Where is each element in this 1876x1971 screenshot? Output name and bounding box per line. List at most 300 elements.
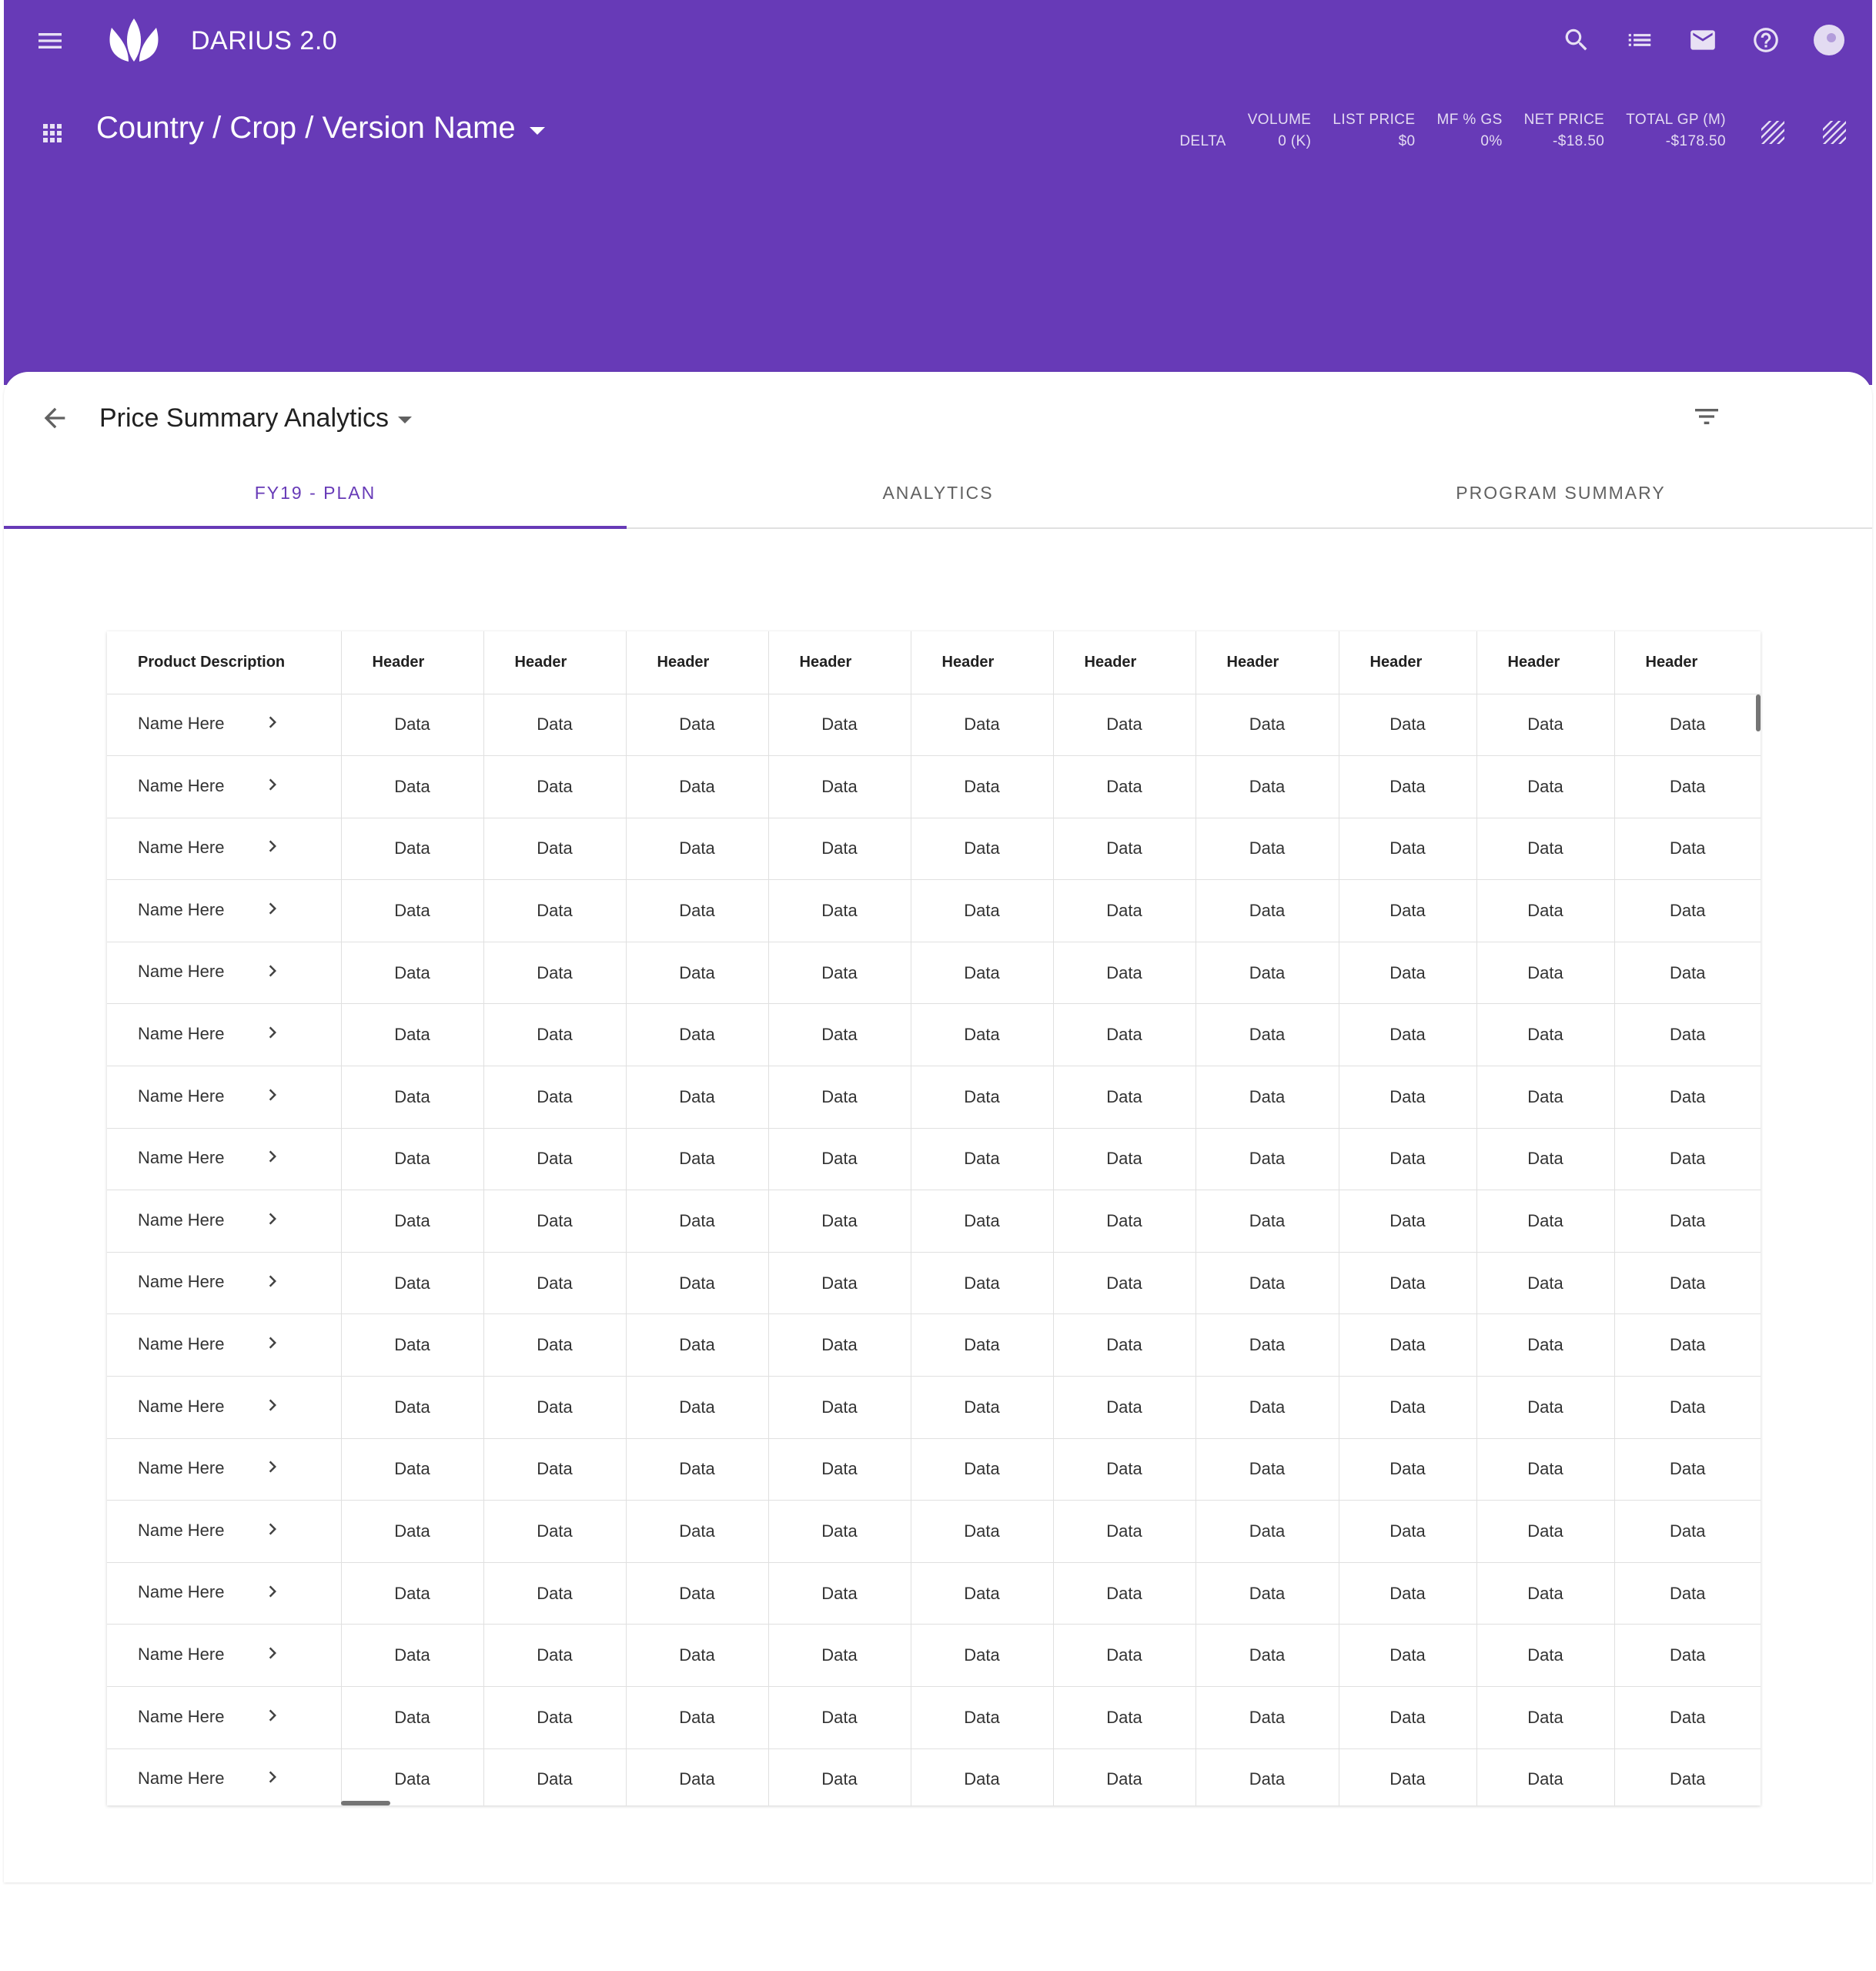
data-cell: Data bbox=[626, 1625, 768, 1687]
data-cell: Data bbox=[911, 818, 1053, 880]
data-cell: Data bbox=[341, 1748, 483, 1805]
table-row[interactable] bbox=[107, 1562, 1761, 1625]
chevron-right-icon[interactable] bbox=[261, 1083, 284, 1111]
data-cell: Data bbox=[626, 942, 768, 1004]
data-cell: Data bbox=[1614, 1438, 1761, 1501]
metric-value: -$178.50 bbox=[1665, 133, 1726, 149]
product-name: Name Here bbox=[138, 1334, 225, 1354]
data-cell: Data bbox=[1053, 1748, 1195, 1805]
data-cell: Data bbox=[768, 756, 911, 818]
context-bar bbox=[4, 100, 1872, 162]
data-cell: Data bbox=[1053, 818, 1195, 880]
data-cell: Data bbox=[341, 1687, 483, 1749]
search-icon[interactable] bbox=[1560, 23, 1593, 57]
vertical-scrollbar[interactable] bbox=[1756, 694, 1761, 731]
data-cell: Data bbox=[1476, 880, 1614, 942]
product-cell bbox=[107, 1066, 341, 1129]
data-cell: Data bbox=[1476, 1377, 1614, 1439]
data-cell: Data bbox=[1339, 1625, 1476, 1687]
app-frame bbox=[4, 0, 1872, 1882]
tab-fy19-plan[interactable]: FY19 - PLAN bbox=[4, 457, 627, 527]
data-cell: Data bbox=[1195, 1314, 1339, 1377]
table-row[interactable] bbox=[107, 1314, 1761, 1377]
data-cell: Data bbox=[911, 1501, 1053, 1563]
data-cell: Data bbox=[341, 1562, 483, 1625]
chevron-right-icon[interactable] bbox=[261, 897, 284, 925]
chevron-right-icon[interactable] bbox=[261, 1765, 284, 1793]
data-cell: Data bbox=[1614, 694, 1761, 756]
avatar-icon[interactable] bbox=[1812, 23, 1846, 57]
tab-analytics[interactable]: ANALYTICS bbox=[882, 483, 994, 503]
table-row[interactable] bbox=[107, 1128, 1761, 1190]
table-row[interactable] bbox=[107, 1687, 1761, 1749]
tab-program-summary[interactable]: PROGRAM SUMMARY bbox=[1456, 483, 1666, 503]
data-cell: Data bbox=[1614, 818, 1761, 880]
metric-label: MF % GS bbox=[1436, 112, 1503, 128]
data-cell: Data bbox=[341, 1314, 483, 1377]
data-cell: Data bbox=[1053, 1128, 1195, 1190]
data-cell: Data bbox=[626, 818, 768, 880]
product-name: Name Here bbox=[138, 1148, 225, 1168]
data-cell: Data bbox=[911, 1687, 1053, 1749]
data-cell: Data bbox=[1476, 1190, 1614, 1253]
data-cell: Data bbox=[1339, 1252, 1476, 1314]
data-cell: Data bbox=[1339, 1377, 1476, 1439]
metric-net-price bbox=[1524, 109, 1605, 152]
caret-down-icon bbox=[398, 417, 412, 423]
product-cell bbox=[107, 1190, 341, 1253]
data-cell: Data bbox=[341, 1438, 483, 1501]
data-cell: Data bbox=[911, 1128, 1053, 1190]
data-cell: Data bbox=[1614, 942, 1761, 1004]
data-cell: Data bbox=[483, 1066, 626, 1129]
chevron-right-icon[interactable] bbox=[261, 835, 284, 862]
app-title: DARIUS 2.0 bbox=[191, 26, 338, 55]
data-cell: Data bbox=[1476, 1625, 1614, 1687]
data-cell: Data bbox=[768, 1314, 911, 1377]
data-cell: Data bbox=[911, 1066, 1053, 1129]
data-cell: Data bbox=[483, 1438, 626, 1501]
table-row[interactable] bbox=[107, 1377, 1761, 1439]
arrow-back-icon[interactable] bbox=[39, 403, 70, 433]
data-cell: Data bbox=[768, 1748, 911, 1805]
column-header[interactable]: Header bbox=[1614, 631, 1761, 694]
list-icon[interactable] bbox=[1623, 23, 1657, 57]
data-cell: Data bbox=[1614, 1190, 1761, 1253]
chevron-right-icon[interactable] bbox=[261, 1207, 284, 1235]
chevron-right-icon[interactable] bbox=[261, 1518, 284, 1545]
product-name: Name Here bbox=[138, 899, 225, 919]
data-cell: Data bbox=[1339, 880, 1476, 942]
data-cell: Data bbox=[1053, 1190, 1195, 1253]
data-cell: Data bbox=[1339, 1438, 1476, 1501]
data-cell: Data bbox=[341, 1252, 483, 1314]
data-cell: Data bbox=[1195, 1687, 1339, 1749]
data-cell: Data bbox=[1476, 1438, 1614, 1501]
chevron-right-icon[interactable] bbox=[261, 711, 284, 738]
data-cell: Data bbox=[1195, 756, 1339, 818]
data-cell: Data bbox=[483, 1562, 626, 1625]
data-cell: Data bbox=[341, 880, 483, 942]
column-header[interactable]: Header bbox=[1476, 631, 1614, 694]
data-cell: Data bbox=[1476, 1687, 1614, 1749]
data-cell: Data bbox=[1476, 756, 1614, 818]
data-cell: Data bbox=[483, 694, 626, 756]
product-cell bbox=[107, 1748, 341, 1805]
data-cell: Data bbox=[626, 880, 768, 942]
table-row[interactable] bbox=[107, 1625, 1761, 1687]
product-cell bbox=[107, 1438, 341, 1501]
data-cell: Data bbox=[768, 1190, 911, 1253]
product-name: Name Here bbox=[138, 1645, 225, 1665]
data-cell: Data bbox=[1195, 1562, 1339, 1625]
data-cell: Data bbox=[911, 1438, 1053, 1501]
product-name: Name Here bbox=[138, 1706, 225, 1726]
data-cell: Data bbox=[1339, 756, 1476, 818]
chevron-right-icon[interactable] bbox=[261, 959, 284, 987]
data-cell: Data bbox=[1476, 1562, 1614, 1625]
delta-metrics bbox=[1179, 109, 1726, 152]
data-cell: Data bbox=[1195, 1004, 1339, 1066]
data-cell: Data bbox=[1614, 1562, 1761, 1625]
horizontal-scrollbar[interactable] bbox=[341, 1801, 390, 1805]
data-table bbox=[107, 631, 1761, 1805]
data-cell: Data bbox=[768, 942, 911, 1004]
column-header[interactable]: Header bbox=[1339, 631, 1476, 694]
data-cell: Data bbox=[1053, 1687, 1195, 1749]
column-header[interactable]: Header bbox=[483, 631, 626, 694]
help-icon[interactable] bbox=[1749, 23, 1783, 57]
data-cell: Data bbox=[1195, 1748, 1339, 1805]
product-name: Name Here bbox=[138, 1086, 225, 1106]
data-cell: Data bbox=[1476, 818, 1614, 880]
data-cell: Data bbox=[1195, 1438, 1339, 1501]
data-cell: Data bbox=[1339, 1501, 1476, 1563]
data-cell: Data bbox=[626, 1128, 768, 1190]
chevron-right-icon[interactable] bbox=[261, 1641, 284, 1669]
data-cell: Data bbox=[768, 818, 911, 880]
page-title-selector[interactable] bbox=[99, 403, 412, 433]
data-cell: Data bbox=[1195, 818, 1339, 880]
table-row[interactable] bbox=[107, 1748, 1761, 1805]
data-cell: Data bbox=[1476, 1066, 1614, 1129]
data-cell: Data bbox=[1053, 1004, 1195, 1066]
metric-label: TOTAL GP (M) bbox=[1626, 112, 1726, 128]
data-cell: Data bbox=[1614, 1501, 1761, 1563]
data-cell: Data bbox=[483, 756, 626, 818]
data-cell: Data bbox=[626, 1377, 768, 1439]
data-cell: Data bbox=[1476, 1128, 1614, 1190]
column-header[interactable]: Header bbox=[341, 631, 483, 694]
caret-down-icon bbox=[530, 127, 545, 135]
data-cell: Data bbox=[1053, 1066, 1195, 1129]
product-cell bbox=[107, 1314, 341, 1377]
data-cell: Data bbox=[768, 1687, 911, 1749]
hatch-icon[interactable] bbox=[1757, 117, 1788, 148]
data-cell: Data bbox=[1614, 1252, 1761, 1314]
data-cell: Data bbox=[1053, 1377, 1195, 1439]
table-row[interactable] bbox=[107, 942, 1761, 1004]
product-cell bbox=[107, 1687, 341, 1749]
product-cell bbox=[107, 818, 341, 880]
metric-total-gp bbox=[1626, 109, 1726, 152]
breadcrumb: Country / Crop / Version Name bbox=[96, 111, 516, 145]
data-cell: Data bbox=[1053, 694, 1195, 756]
product-name: Name Here bbox=[138, 838, 225, 858]
data-cell: Data bbox=[911, 1004, 1053, 1066]
data-cell: Data bbox=[1339, 694, 1476, 756]
data-cell: Data bbox=[1339, 1687, 1476, 1749]
tab-bar bbox=[4, 457, 1872, 529]
chevron-right-icon[interactable] bbox=[261, 1580, 284, 1608]
column-header[interactable]: Header bbox=[768, 631, 911, 694]
data-cell: Data bbox=[768, 1438, 911, 1501]
data-cell: Data bbox=[1614, 1066, 1761, 1129]
data-cell: Data bbox=[1476, 1501, 1614, 1563]
product-cell bbox=[107, 756, 341, 818]
product-name: Name Here bbox=[138, 1396, 225, 1416]
table-header-row bbox=[107, 631, 1761, 694]
data-cell: Data bbox=[626, 1748, 768, 1805]
chevron-right-icon[interactable] bbox=[261, 1145, 284, 1173]
product-name: Name Here bbox=[138, 1210, 225, 1230]
metric-label: NET PRICE bbox=[1523, 112, 1605, 128]
data-cell: Data bbox=[1476, 1748, 1614, 1805]
delta-label: DELTA bbox=[1179, 133, 1226, 149]
data-cell: Data bbox=[483, 1748, 626, 1805]
data-cell: Data bbox=[483, 880, 626, 942]
metric-value: 0 (K) bbox=[1278, 133, 1312, 149]
data-cell: Data bbox=[341, 818, 483, 880]
data-cell: Data bbox=[1614, 1377, 1761, 1439]
data-cell: Data bbox=[1053, 942, 1195, 1004]
data-cell: Data bbox=[341, 1066, 483, 1129]
data-cell: Data bbox=[1053, 1501, 1195, 1563]
data-cell: Data bbox=[626, 1438, 768, 1501]
column-header[interactable]: Header bbox=[1195, 631, 1339, 694]
data-cell: Data bbox=[1339, 818, 1476, 880]
chevron-right-icon[interactable] bbox=[261, 773, 284, 801]
product-cell bbox=[107, 880, 341, 942]
product-name: Name Here bbox=[138, 1272, 225, 1292]
data-cell: Data bbox=[1195, 1066, 1339, 1129]
data-cell: Data bbox=[1476, 1314, 1614, 1377]
data-cell: Data bbox=[911, 1190, 1053, 1253]
data-cell: Data bbox=[1195, 1625, 1339, 1687]
data-cell: Data bbox=[483, 1625, 626, 1687]
column-header[interactable]: Product Description bbox=[107, 631, 341, 694]
metric-value: -$18.50 bbox=[1553, 133, 1605, 149]
data-cell: Data bbox=[768, 880, 911, 942]
data-cell: Data bbox=[1339, 1190, 1476, 1253]
table-row[interactable] bbox=[107, 1004, 1761, 1066]
hatch-icon[interactable] bbox=[1819, 117, 1850, 148]
chevron-right-icon[interactable] bbox=[261, 1394, 284, 1421]
metric-mf-gs bbox=[1437, 109, 1503, 152]
version-selector[interactable] bbox=[96, 111, 545, 146]
data-cell: Data bbox=[1053, 1625, 1195, 1687]
card-header bbox=[4, 372, 1872, 457]
product-name: Name Here bbox=[138, 1024, 225, 1044]
table-row[interactable] bbox=[107, 1438, 1761, 1501]
chevron-right-icon[interactable] bbox=[261, 1021, 284, 1049]
data-cell: Data bbox=[1053, 1252, 1195, 1314]
data-cell: Data bbox=[911, 1314, 1053, 1377]
data-cell: Data bbox=[1195, 1128, 1339, 1190]
metric-label: LIST PRICE bbox=[1333, 112, 1416, 128]
data-cell: Data bbox=[768, 1004, 911, 1066]
data-cell: Data bbox=[626, 1687, 768, 1749]
data-cell: Data bbox=[768, 1252, 911, 1314]
apps-grid-icon[interactable] bbox=[38, 119, 66, 147]
top-actions bbox=[1560, 23, 1846, 57]
product-name: Name Here bbox=[138, 1582, 225, 1602]
data-cell: Data bbox=[1614, 1748, 1761, 1805]
data-cell: Data bbox=[1476, 942, 1614, 1004]
data-cell: Data bbox=[911, 1377, 1053, 1439]
data-cell: Data bbox=[1614, 1004, 1761, 1066]
data-cell: Data bbox=[768, 1625, 911, 1687]
data-cell: Data bbox=[1053, 1314, 1195, 1377]
data-cell: Data bbox=[626, 1004, 768, 1066]
data-cell: Data bbox=[1339, 1066, 1476, 1129]
data-cell: Data bbox=[911, 1562, 1053, 1625]
data-cell: Data bbox=[483, 1501, 626, 1563]
data-cell: Data bbox=[1339, 942, 1476, 1004]
product-name: Name Here bbox=[138, 962, 225, 982]
top-bar bbox=[4, 0, 1872, 85]
data-cell: Data bbox=[341, 942, 483, 1004]
table-row[interactable] bbox=[107, 694, 1761, 756]
data-cell: Data bbox=[1614, 1128, 1761, 1190]
data-cell: Data bbox=[911, 1252, 1053, 1314]
data-cell: Data bbox=[1053, 1438, 1195, 1501]
data-cell: Data bbox=[768, 1128, 911, 1190]
chevron-right-icon[interactable] bbox=[261, 1704, 284, 1732]
product-name: Name Here bbox=[138, 1520, 225, 1540]
product-cell bbox=[107, 1128, 341, 1190]
chevron-right-icon[interactable] bbox=[261, 1331, 284, 1359]
data-cell: Data bbox=[1476, 1252, 1614, 1314]
data-cell: Data bbox=[483, 1128, 626, 1190]
column-header[interactable]: Header bbox=[1053, 631, 1195, 694]
data-cell: Data bbox=[341, 1128, 483, 1190]
data-cell: Data bbox=[768, 1066, 911, 1129]
table-row[interactable] bbox=[107, 1190, 1761, 1253]
filter-icon[interactable] bbox=[1691, 401, 1722, 432]
product-cell bbox=[107, 1252, 341, 1314]
data-cell: Data bbox=[911, 880, 1053, 942]
column-header[interactable]: Header bbox=[911, 631, 1053, 694]
data-cell: Data bbox=[768, 694, 911, 756]
data-cell: Data bbox=[341, 694, 483, 756]
data-cell: Data bbox=[768, 1562, 911, 1625]
data-cell: Data bbox=[483, 1314, 626, 1377]
content-card bbox=[4, 372, 1872, 1882]
product-cell bbox=[107, 1501, 341, 1563]
data-cell: Data bbox=[483, 1004, 626, 1066]
data-cell: Data bbox=[1339, 1748, 1476, 1805]
data-cell: Data bbox=[626, 694, 768, 756]
table-row[interactable] bbox=[107, 756, 1761, 818]
product-name: Name Here bbox=[138, 714, 225, 734]
data-cell: Data bbox=[1053, 756, 1195, 818]
data-cell: Data bbox=[1195, 1252, 1339, 1314]
data-cell: Data bbox=[483, 1190, 626, 1253]
product-name: Name Here bbox=[138, 1769, 225, 1789]
table-row[interactable] bbox=[107, 1501, 1761, 1563]
data-cell: Data bbox=[341, 1625, 483, 1687]
data-cell: Data bbox=[911, 756, 1053, 818]
data-cell: Data bbox=[626, 1190, 768, 1253]
table-row[interactable] bbox=[107, 1066, 1761, 1129]
product-cell bbox=[107, 694, 341, 756]
product-cell bbox=[107, 1562, 341, 1625]
column-header[interactable]: Header bbox=[626, 631, 768, 694]
table-row[interactable] bbox=[107, 880, 1761, 942]
data-cell: Data bbox=[1614, 880, 1761, 942]
data-cell: Data bbox=[1614, 1314, 1761, 1377]
data-cell: Data bbox=[483, 1687, 626, 1749]
data-cell: Data bbox=[768, 1501, 911, 1563]
data-cell: Data bbox=[341, 1004, 483, 1066]
data-cell: Data bbox=[911, 942, 1053, 1004]
product-cell bbox=[107, 1377, 341, 1439]
page-title: Price Summary Analytics bbox=[99, 403, 389, 433]
data-cell: Data bbox=[1339, 1562, 1476, 1625]
chevron-right-icon[interactable] bbox=[261, 1270, 284, 1297]
data-cell: Data bbox=[341, 1377, 483, 1439]
data-cell: Data bbox=[1053, 1562, 1195, 1625]
data-cell: Data bbox=[1614, 1625, 1761, 1687]
product-name: Name Here bbox=[138, 775, 225, 795]
data-cell: Data bbox=[1195, 1377, 1339, 1439]
metric-volume bbox=[1248, 109, 1312, 152]
data-cell: Data bbox=[911, 1625, 1053, 1687]
chevron-right-icon[interactable] bbox=[261, 1455, 284, 1483]
metric-list-price bbox=[1333, 109, 1415, 152]
data-cell: Data bbox=[1195, 942, 1339, 1004]
data-cell: Data bbox=[911, 694, 1053, 756]
data-cell: Data bbox=[341, 1190, 483, 1253]
data-cell: Data bbox=[341, 756, 483, 818]
data-cell: Data bbox=[483, 1377, 626, 1439]
data-cell: Data bbox=[626, 1252, 768, 1314]
data-cell: Data bbox=[626, 1501, 768, 1563]
data-cell: Data bbox=[1476, 694, 1614, 756]
data-cell: Data bbox=[626, 1562, 768, 1625]
metric-label: VOLUME bbox=[1247, 112, 1312, 128]
data-cell: Data bbox=[1195, 1501, 1339, 1563]
data-cell: Data bbox=[483, 942, 626, 1004]
data-cell: Data bbox=[1339, 1004, 1476, 1066]
data-cell: Data bbox=[483, 818, 626, 880]
mail-icon[interactable] bbox=[1686, 23, 1720, 57]
table-row[interactable] bbox=[107, 1252, 1761, 1314]
metric-value: $0 bbox=[1398, 133, 1416, 149]
data-cell: Data bbox=[1195, 694, 1339, 756]
metric-value: 0% bbox=[1480, 133, 1503, 149]
data-cell: Data bbox=[483, 1252, 626, 1314]
menu-icon[interactable] bbox=[35, 25, 65, 56]
app-bar bbox=[4, 0, 1872, 385]
data-cell: Data bbox=[1614, 756, 1761, 818]
data-cell: Data bbox=[626, 1066, 768, 1129]
product-name: Name Here bbox=[138, 1458, 225, 1478]
table-row[interactable] bbox=[107, 818, 1761, 880]
data-cell: Data bbox=[1339, 1128, 1476, 1190]
product-cell bbox=[107, 1004, 341, 1066]
